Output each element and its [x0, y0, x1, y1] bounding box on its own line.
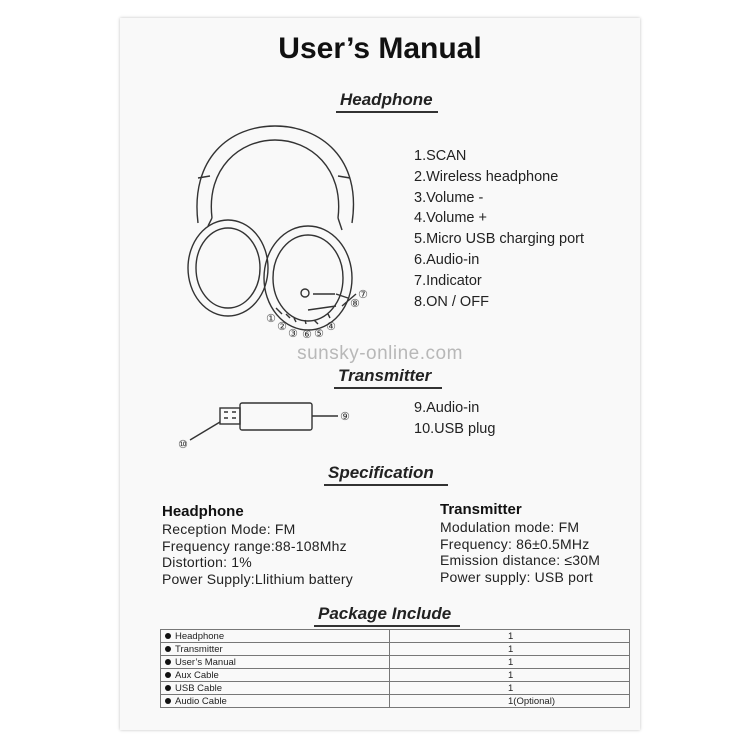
- spec-line: Distortion: 1%: [162, 554, 252, 571]
- table-row: [161, 630, 630, 643]
- spec-line: Power supply: USB port: [440, 568, 594, 585]
- spec-transmitter-title: Transmitter: [440, 501, 522, 518]
- spec-line: Reception Mode: FM: [162, 521, 296, 537]
- spec-line: Power Supply:Llithium battery: [162, 570, 353, 587]
- part-item: 2.Wireless headphone: [414, 168, 559, 185]
- spec-line: Frequency range:88-108Mhz: [162, 537, 347, 554]
- part-item: 8.ON / OFF: [414, 293, 489, 310]
- callout-10: ⑩: [178, 438, 188, 451]
- headphone-heading-underline: [336, 111, 438, 113]
- transmitter-heading: Transmitter: [338, 366, 432, 385]
- part-item: 1.SCAN: [414, 148, 467, 164]
- package-item-name: Aux Cable: [175, 669, 219, 681]
- package-item-name: Headphone: [175, 630, 225, 642]
- bullet-icon: [165, 685, 171, 691]
- package-item-qty: 1(Optional): [390, 695, 630, 708]
- part-item: 4.Volume +: [414, 210, 487, 227]
- package-item-qty: 1: [390, 643, 630, 656]
- callout-3: ③: [288, 327, 298, 340]
- part-item: 6.Audio-in: [414, 251, 480, 268]
- package-item-name: Audio Cable: [175, 695, 227, 707]
- package-heading-underline: [314, 625, 460, 627]
- package-item-name: User’s Manual: [175, 656, 236, 668]
- headphone-parts-list: [414, 146, 584, 312]
- package-heading: Package Include: [318, 604, 452, 623]
- callout-7: ⑦: [358, 288, 368, 301]
- specification-heading-underline: [324, 484, 448, 486]
- part-item: 7.Indicator: [414, 272, 482, 289]
- package-item-qty: 1: [390, 656, 630, 669]
- spec-line: Frequency: 86±0.5MHz: [440, 535, 590, 552]
- part-item: 10.USB plug: [414, 421, 496, 437]
- table-row: [161, 656, 630, 669]
- watermark: sunsky-online.com: [297, 343, 463, 364]
- table-row: [161, 643, 630, 656]
- spec-transmitter-list: [440, 519, 600, 585]
- part-item: 9.Audio-in: [414, 400, 480, 416]
- part-item: 5.Micro USB charging port: [414, 231, 585, 248]
- callout-2: ②: [277, 320, 287, 333]
- bullet-icon: [165, 633, 171, 639]
- package-item-name: USB Cable: [175, 682, 222, 694]
- part-item: 3.Volume -: [414, 189, 484, 206]
- bullet-icon: [165, 672, 171, 678]
- package-item-qty: 1: [390, 682, 630, 695]
- manual-page: [120, 18, 640, 730]
- headphone-illustration: [180, 118, 390, 343]
- spec-line: Emission distance: ≤30M: [440, 552, 601, 569]
- bullet-icon: [165, 659, 171, 665]
- callout-8: ⑧: [350, 297, 360, 310]
- transmitter-parts-list: [414, 398, 495, 440]
- spec-line: Modulation mode: FM: [440, 519, 580, 535]
- callout-5: ⑤: [314, 327, 324, 340]
- transmitter-heading-underline: [334, 387, 442, 389]
- bullet-icon: [165, 646, 171, 652]
- table-row: [161, 669, 630, 682]
- package-table: [160, 629, 630, 708]
- spec-headphone-title: Headphone: [162, 503, 244, 520]
- callout-9: ⑨: [340, 410, 350, 423]
- package-item-name: Transmitter: [175, 643, 223, 655]
- table-row: [161, 695, 630, 708]
- bullet-icon: [165, 698, 171, 704]
- table-row: [161, 682, 630, 695]
- headphone-heading: Headphone: [340, 90, 433, 109]
- callout-1: ①: [266, 312, 276, 325]
- specification-heading: Specification: [328, 463, 434, 482]
- spec-headphone-list: [162, 521, 353, 587]
- package-item-qty: 1: [390, 669, 630, 682]
- transmitter-illustration: [170, 398, 410, 458]
- page-title: User’s Manual: [278, 32, 482, 65]
- callout-6: ⑥: [302, 328, 312, 341]
- package-item-qty: 1: [390, 630, 630, 643]
- callout-4: ④: [326, 320, 336, 333]
